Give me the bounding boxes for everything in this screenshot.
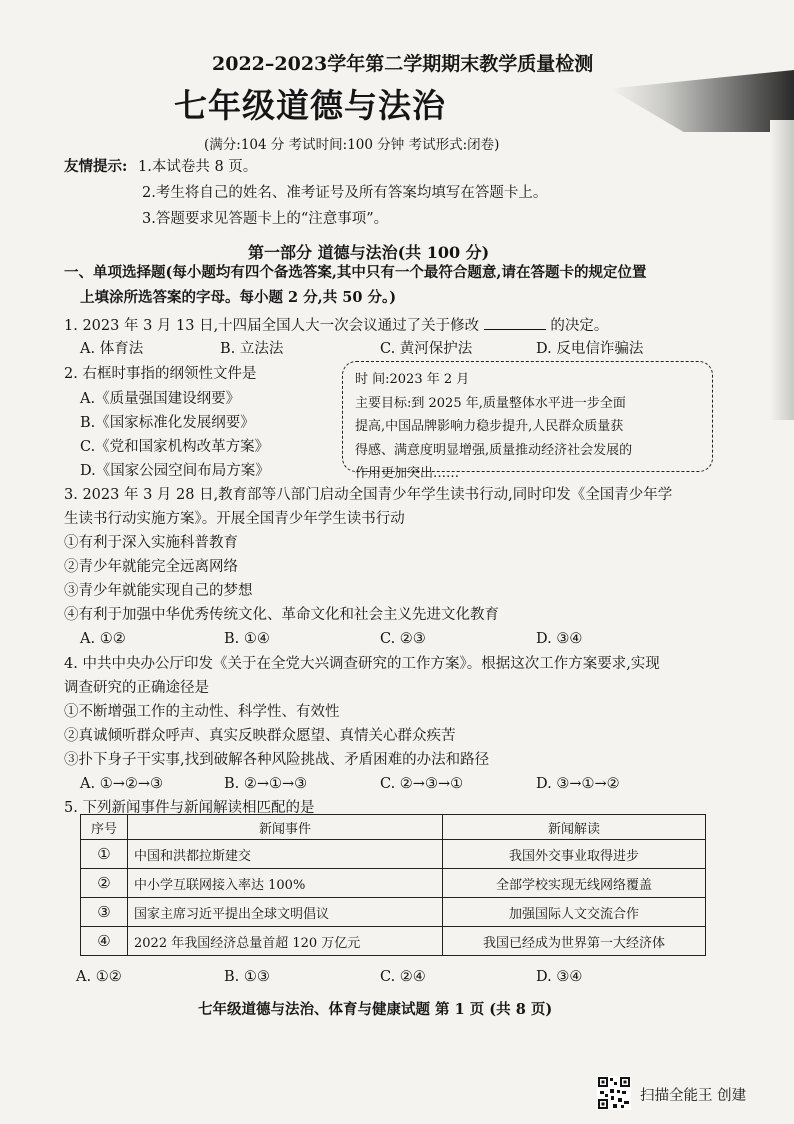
table-header: 新闻解读: [443, 815, 706, 840]
table-cell: ①: [81, 840, 128, 869]
news-callout-box: [342, 361, 713, 481]
option: A. ①②: [76, 969, 122, 985]
question-2-stem: 2. 右框时事指的纲领性文件是: [64, 366, 257, 382]
section-title-cont: 上填涂所选答案的字母。每小题 2 分,共 50 分。): [80, 289, 397, 306]
question-5-stem: 5. 下列新闻事件与新闻解读相匹配的是: [64, 800, 315, 816]
table-header: 新闻事件: [128, 815, 443, 840]
statement: ④有利于加强中华优秀传统文化、革命文化和社会主义先进文化教育: [64, 607, 499, 623]
table-row: [81, 840, 706, 869]
table-cell: ③: [81, 898, 128, 927]
option: B. ①④: [224, 631, 270, 647]
question-3-stem-cont: 生读书行动实施方案》。开展全国青少年学生读书行动: [64, 511, 405, 527]
option: B.《国家标准化发展纲要》: [80, 415, 255, 431]
question-4-stem-cont: 调查研究的正确途径是: [64, 680, 209, 696]
part-title: 第一部分 道德与法治(共 100 分): [248, 243, 490, 262]
table-header-row: [81, 815, 706, 840]
table-cell: 加强国际人文交流合作: [443, 898, 706, 927]
answer-blank: [484, 317, 546, 330]
statement: ①不断增强工作的主动性、科学性、有效性: [64, 704, 340, 720]
page-footer: 七年级道德与法治、体育与健康试题 第 1 页 (共 8 页): [198, 1001, 553, 1018]
option: A. ①→②→③: [80, 776, 163, 792]
table-cell: 中小学互联网接入率达 100%: [128, 869, 443, 898]
option: C. ②→③→①: [380, 776, 464, 792]
table-cell: 中国和洪都拉斯建交: [128, 840, 443, 869]
statement: ②青少年就能完全远离网络: [64, 559, 238, 575]
callout-line: 得感、满意度明显增强,质量推动经济社会发展的: [355, 442, 633, 458]
scan-edge-shadow: [770, 120, 794, 420]
news-table: [80, 814, 706, 956]
subject-title: 七年级道德与法治: [174, 86, 446, 125]
tip-item: 1.本试卷共 8 页。: [138, 159, 258, 175]
exam-info: (满分:104 分 考试时间:100 分钟 考试形式:闭卷): [204, 137, 500, 153]
statement: ①有利于深入实施科普教育: [64, 535, 238, 551]
callout-line: 提高,中国品牌影响力稳步提升,人民群众质量获: [355, 419, 624, 434]
table-cell: 我国已经成为世界第一大经济体: [443, 927, 706, 956]
statement: ③青少年就能实现自己的梦想: [64, 583, 253, 599]
option: D. 反电信诈骗法: [536, 341, 644, 357]
question-4-stem: 4. 中共中央办公厅印发《关于在全党大兴调查研究的工作方案》。根据这次工作方案要求,实现: [64, 656, 660, 672]
table-header: 序号: [81, 815, 128, 840]
statement: ③扑下身子干实事,找到破解各种风险挑战、矛盾困难的办法和路径: [64, 752, 490, 768]
section-title: 一、单项选择题(每小题均有四个备选答案,其中只有一个最符合题意,请在答题卡的规定位置: [64, 264, 647, 281]
table-row: [81, 869, 706, 898]
table-cell: 2022 年我国经济总量首超 120 万亿元: [128, 927, 443, 956]
question-1-stem-b: 的决定。: [550, 318, 609, 334]
tip-item: 2.考生将自己的姓名、准考证号及所有答案均填写在答题卡上。: [142, 185, 548, 201]
option: C. ②④: [380, 969, 426, 985]
option: D. ③④: [536, 631, 583, 647]
option: A. ①②: [80, 631, 126, 647]
callout-line: 主要目标:到 2025 年,质量整体水平进一步全面: [355, 395, 626, 411]
question-1-stem-a: 1. 2023 年 3 月 13 日,十四届全国人大一次会议通过了关于修改: [64, 318, 480, 334]
exam-title: 2022–2023学年第二学期期末教学质量检测: [212, 53, 594, 75]
option: A. 体育法: [80, 341, 144, 357]
callout-line: 作用更加突出……: [355, 466, 460, 481]
question-1-stem: [64, 317, 608, 334]
question-3-stem: 3. 2023 年 3 月 28 日,教育部等八部门启动全国青少年学生读书行动,同时印发《全国青少年学: [64, 487, 673, 503]
option: B. 立法法: [220, 341, 284, 357]
option: C. 黄河保护法: [380, 341, 473, 357]
scanner-watermark: 扫描全能王 创建: [640, 1088, 747, 1104]
table-cell: 全部学校实现无线网络覆盖: [443, 869, 706, 898]
table-row: [81, 927, 706, 956]
scan-shadow: [610, 70, 794, 132]
option: B. ①③: [224, 969, 270, 985]
statement: ②真诚倾听群众呼声、真实反映群众愿望、真情关心群众疾苦: [64, 728, 456, 744]
table-cell: 我国外交事业取得进步: [443, 840, 706, 869]
table-cell: ②: [81, 869, 128, 898]
option: C. ②③: [380, 631, 426, 647]
table-cell: ④: [81, 927, 128, 956]
option: C.《党和国家机构改革方案》: [80, 439, 270, 455]
option: D. ③→①→②: [536, 776, 620, 792]
tip-item: 3.答题要求见答题卡上的“注意事项”。: [142, 211, 389, 227]
option: D. ③④: [536, 969, 583, 985]
option: B. ②→①→③: [224, 776, 308, 792]
callout-line: 时 间:2023 年 2 月: [355, 372, 470, 387]
table-cell: 国家主席习近平提出全球文明倡议: [128, 898, 443, 927]
option: D.《国家公园空间布局方案》: [80, 463, 270, 479]
table-row: [81, 898, 706, 927]
qr-code-icon: [597, 1076, 631, 1110]
tips-label: 友情提示:: [64, 158, 128, 175]
option: A.《质量强国建设纲要》: [80, 391, 241, 407]
